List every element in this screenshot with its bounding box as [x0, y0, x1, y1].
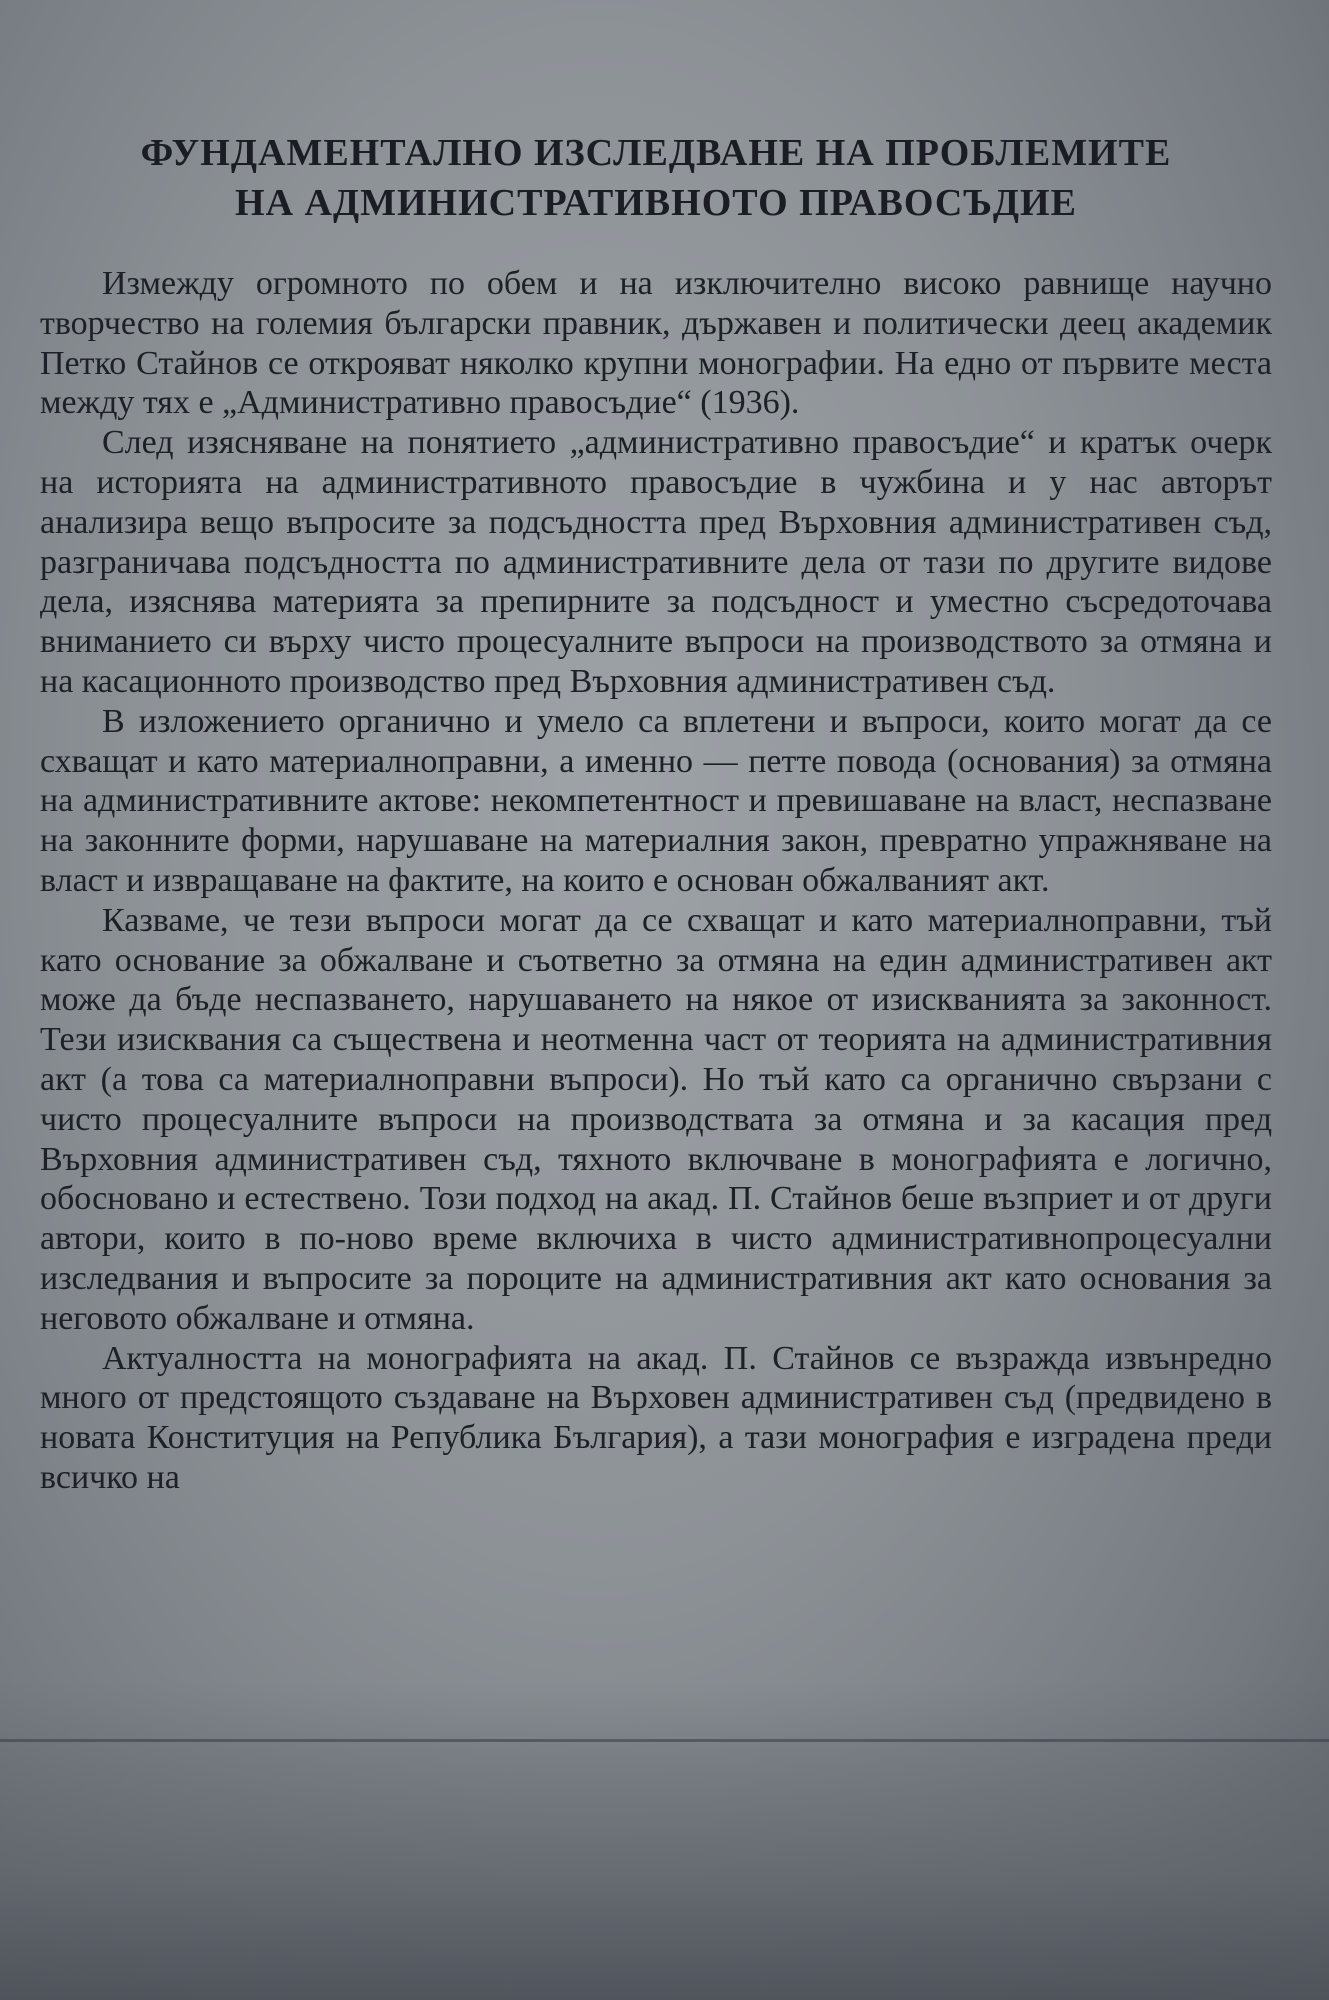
article-title	[40, 128, 1272, 228]
paragraph-2: След изясняване на понятието „административно правосъдие“ и кратък очерк на историята на административното правосъдие в чужбина и у нас авторът анализира вещо въпросите за подсъдността пред Върховния административен съд, разграничава подсъдността по административните дела от тази по другите видове дела, изяснява материята за препирните за подсъдност и уместно съсредоточава вниманието си върху чисто процесуалните въпроси на производството за отмяна и на касационното производство пред Върховния административен съд.	[40, 424, 1272, 700]
page-edge-line	[0, 1739, 1329, 1742]
page-edge-shadow	[30, 0, 1329, 64]
paragraph-1: Измежду огромното по обем и на изключително високо равнище научно творчество на големия български правник, държавен и политически деец академик Петко Стайнов се открояват няколко крупни монографии. На едно от първите места между тях е „Административно правосъдие“ (1936).	[40, 265, 1272, 422]
title-line-2: НА АДМИНИСТРАТИВНОТО ПРАВОСЪДИЕ	[235, 182, 1077, 224]
paragraph-5: Актуалността на монографията на акад. П. Стайнов се възражда извънредно много от предстоящото създаване на Върховен административен съд (предвидено в новата Конституция на Република България), а тази монография е изградена преди всичко на	[40, 1339, 1272, 1496]
paragraph-4: Казваме, че тези въпроси могат да се схващат и като материалноправни, тъй като основание за обжалване и съответно за отмяна на един административен акт може да бъде неспазването, нарушаването на някое от изискванията за законност. Тези изисквания са съществена и неотменна част от теорията на административния акт (а това са материалноправни въпроси). Но тъй като са органично свързани с чисто процесуалните въпроси на производствата за отмяна и за касация пред Върховния административен съд, тяхното включване в монографията е логично, обосновано и естествено. Този подход на акад. П. Стайнов беше възприет и от други автори, които в по-ново време включиха в чисто административнопроцесуални изследвания и въпросите за пороците на административния акт като основания за неговото обжалване и отмяна.	[40, 901, 1272, 1337]
page-bottom-shadow	[0, 1680, 1329, 2000]
paragraph-3: В изложението органично и умело са вплетени и въпроси, които могат да се схващат и като материалноправни, а именно — петте повода (основания) за отмяна на административните актове: некомпетентност и превишаване на власт, неспазване на законните форми, нарушаване на материалния закон, превратно упражняване на власт и извращаване на фактите, на които е основан обжалваният акт.	[40, 702, 1272, 899]
title-line-1: ФУНДАМЕНТАЛНО ИЗСЛЕДВАНЕ НА ПРОБЛЕМИТЕ	[140, 132, 1172, 174]
article	[40, 128, 1272, 1498]
